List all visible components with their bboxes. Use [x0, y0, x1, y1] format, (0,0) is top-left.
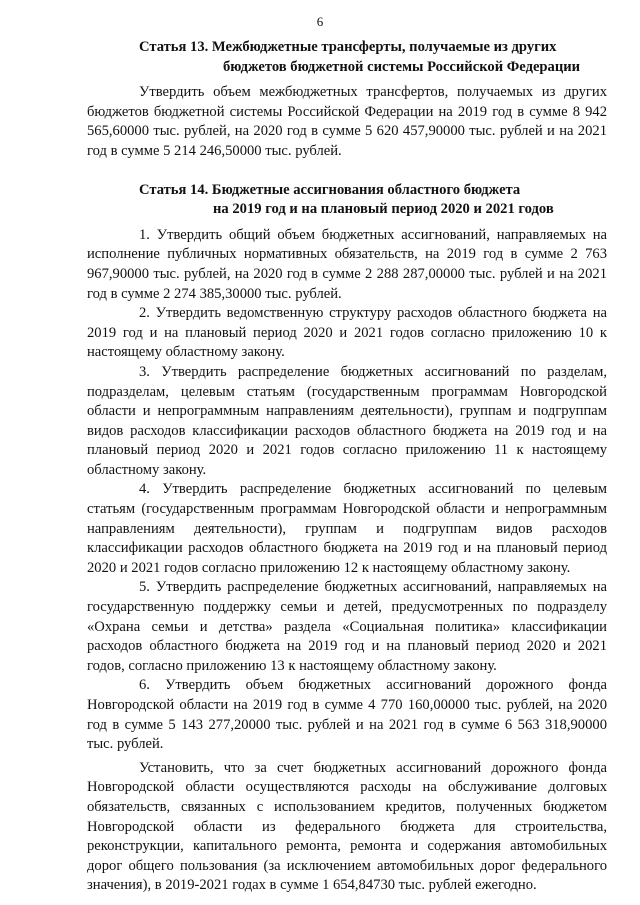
document-content	[87, 38, 607, 896]
article-14-heading-line1: Статья 14. Бюджетные ассигнования областного бюджета	[139, 181, 521, 198]
article-14-paragraph-7: Установить, что за счет бюджетных ассигнований дорожного фонда Новгородской области осуществляются расходы на обслуживание долговых обязательств, связанных с использованием кредитов, полученных бюджетом Новгородской области из федерального бюджета для строительства, реконструкции, капитального ремонта, ремонта и содержания автомобильных дорог общего пользования (за исключением автомобильных дорог федерального значения), в 2019-2021 годах в сумме 1 654,84730 тыс. рублей ежегодно.	[87, 759, 607, 894]
article-13-paragraph: Утвердить объем межбюджетных трансфертов, получаемых из других бюджетов бюджетной системы Российской Федерации на 2019 год в сумме 8 942 565,60000 тыс. рублей, на 2020 год в сумме 5 620 457,90000 тыс. рублей и на 2021 год в сумме 5 214 246,50000 тыс. рублей.	[87, 84, 607, 159]
article-14-paragraph-3: 3. Утвердить распределение бюджетных ассигнований по разделам, подразделам, целевым статьям (государственным программам Новгородской области и непрограммным направлениям деятельности), группам и подгруппам видов расходов классификации расходов областного бюджета на 2019 год и на плановый период 2020 и 2021 годов согласно приложению 11 к настоящему областному закону.	[87, 363, 607, 478]
article-13-heading-line2: бюджетов бюджетной системы Российской Федерации	[223, 58, 581, 75]
article-14-heading	[87, 181, 607, 220]
article-14-paragraph-2: 2. Утвердить ведомственную структуру расходов областного бюджета на 2019 год и на плановый период 2020 и 2021 годов согласно приложению 10 к настоящему областному закону.	[87, 305, 607, 361]
page-number: 6	[316, 14, 324, 29]
article-13-heading	[87, 38, 607, 77]
article-14-paragraph-6: 6. Утвердить объем бюджетных ассигнований дорожного фонда Новгородской области на 2019 год в сумме 4 770 160,00000 тыс. рублей, на 2020 год в сумме 5 143 277,20000 тыс. рублей и на 2021 год в сумме 6 563 318,90000 тыс. рублей.	[87, 677, 607, 753]
article-14-paragraph-5: 5. Утвердить распределение бюджетных ассигнований, направляемых на государственную поддержку семьи и детей, предусмотренных по подразделу «Охрана семьи и детства» раздела «Социальная политика» классификации расходов областного бюджета на 2019 год и на плановый период 2020 и 2021 годов, согласно приложению 13 к настоящему областному закону.	[87, 579, 607, 674]
article-13-heading-line1: Статья 13. Межбюджетные трансферты, получаемые из других	[139, 39, 557, 55]
article-14-paragraph-4: 4. Утвердить распределение бюджетных ассигнований по целевым статьям (государственным программам Новгородской области и непрограммным направлениям деятельности), группам и подгруппам видов расходов классификации расходов областного бюджета на 2019 год и на плановый период 2020 и 2021 годов согласно приложению 12 к настоящему областному закону.	[87, 481, 607, 576]
article-14-paragraph-1: 1. Утвердить общий объем бюджетных ассигнований, направляемых на исполнение публичных нормативных обязательств, на 2019 год в сумме 2 763 967,90000 тыс. рублей, на 2020 год в сумме 2 288 287,00000 тыс. рублей и на 2021 год в сумме 2 274 385,30000 тыс. рублей.	[87, 226, 607, 302]
article-14-heading-line2: на 2019 год и на плановый период 2020 и 2021 годов	[213, 201, 554, 218]
